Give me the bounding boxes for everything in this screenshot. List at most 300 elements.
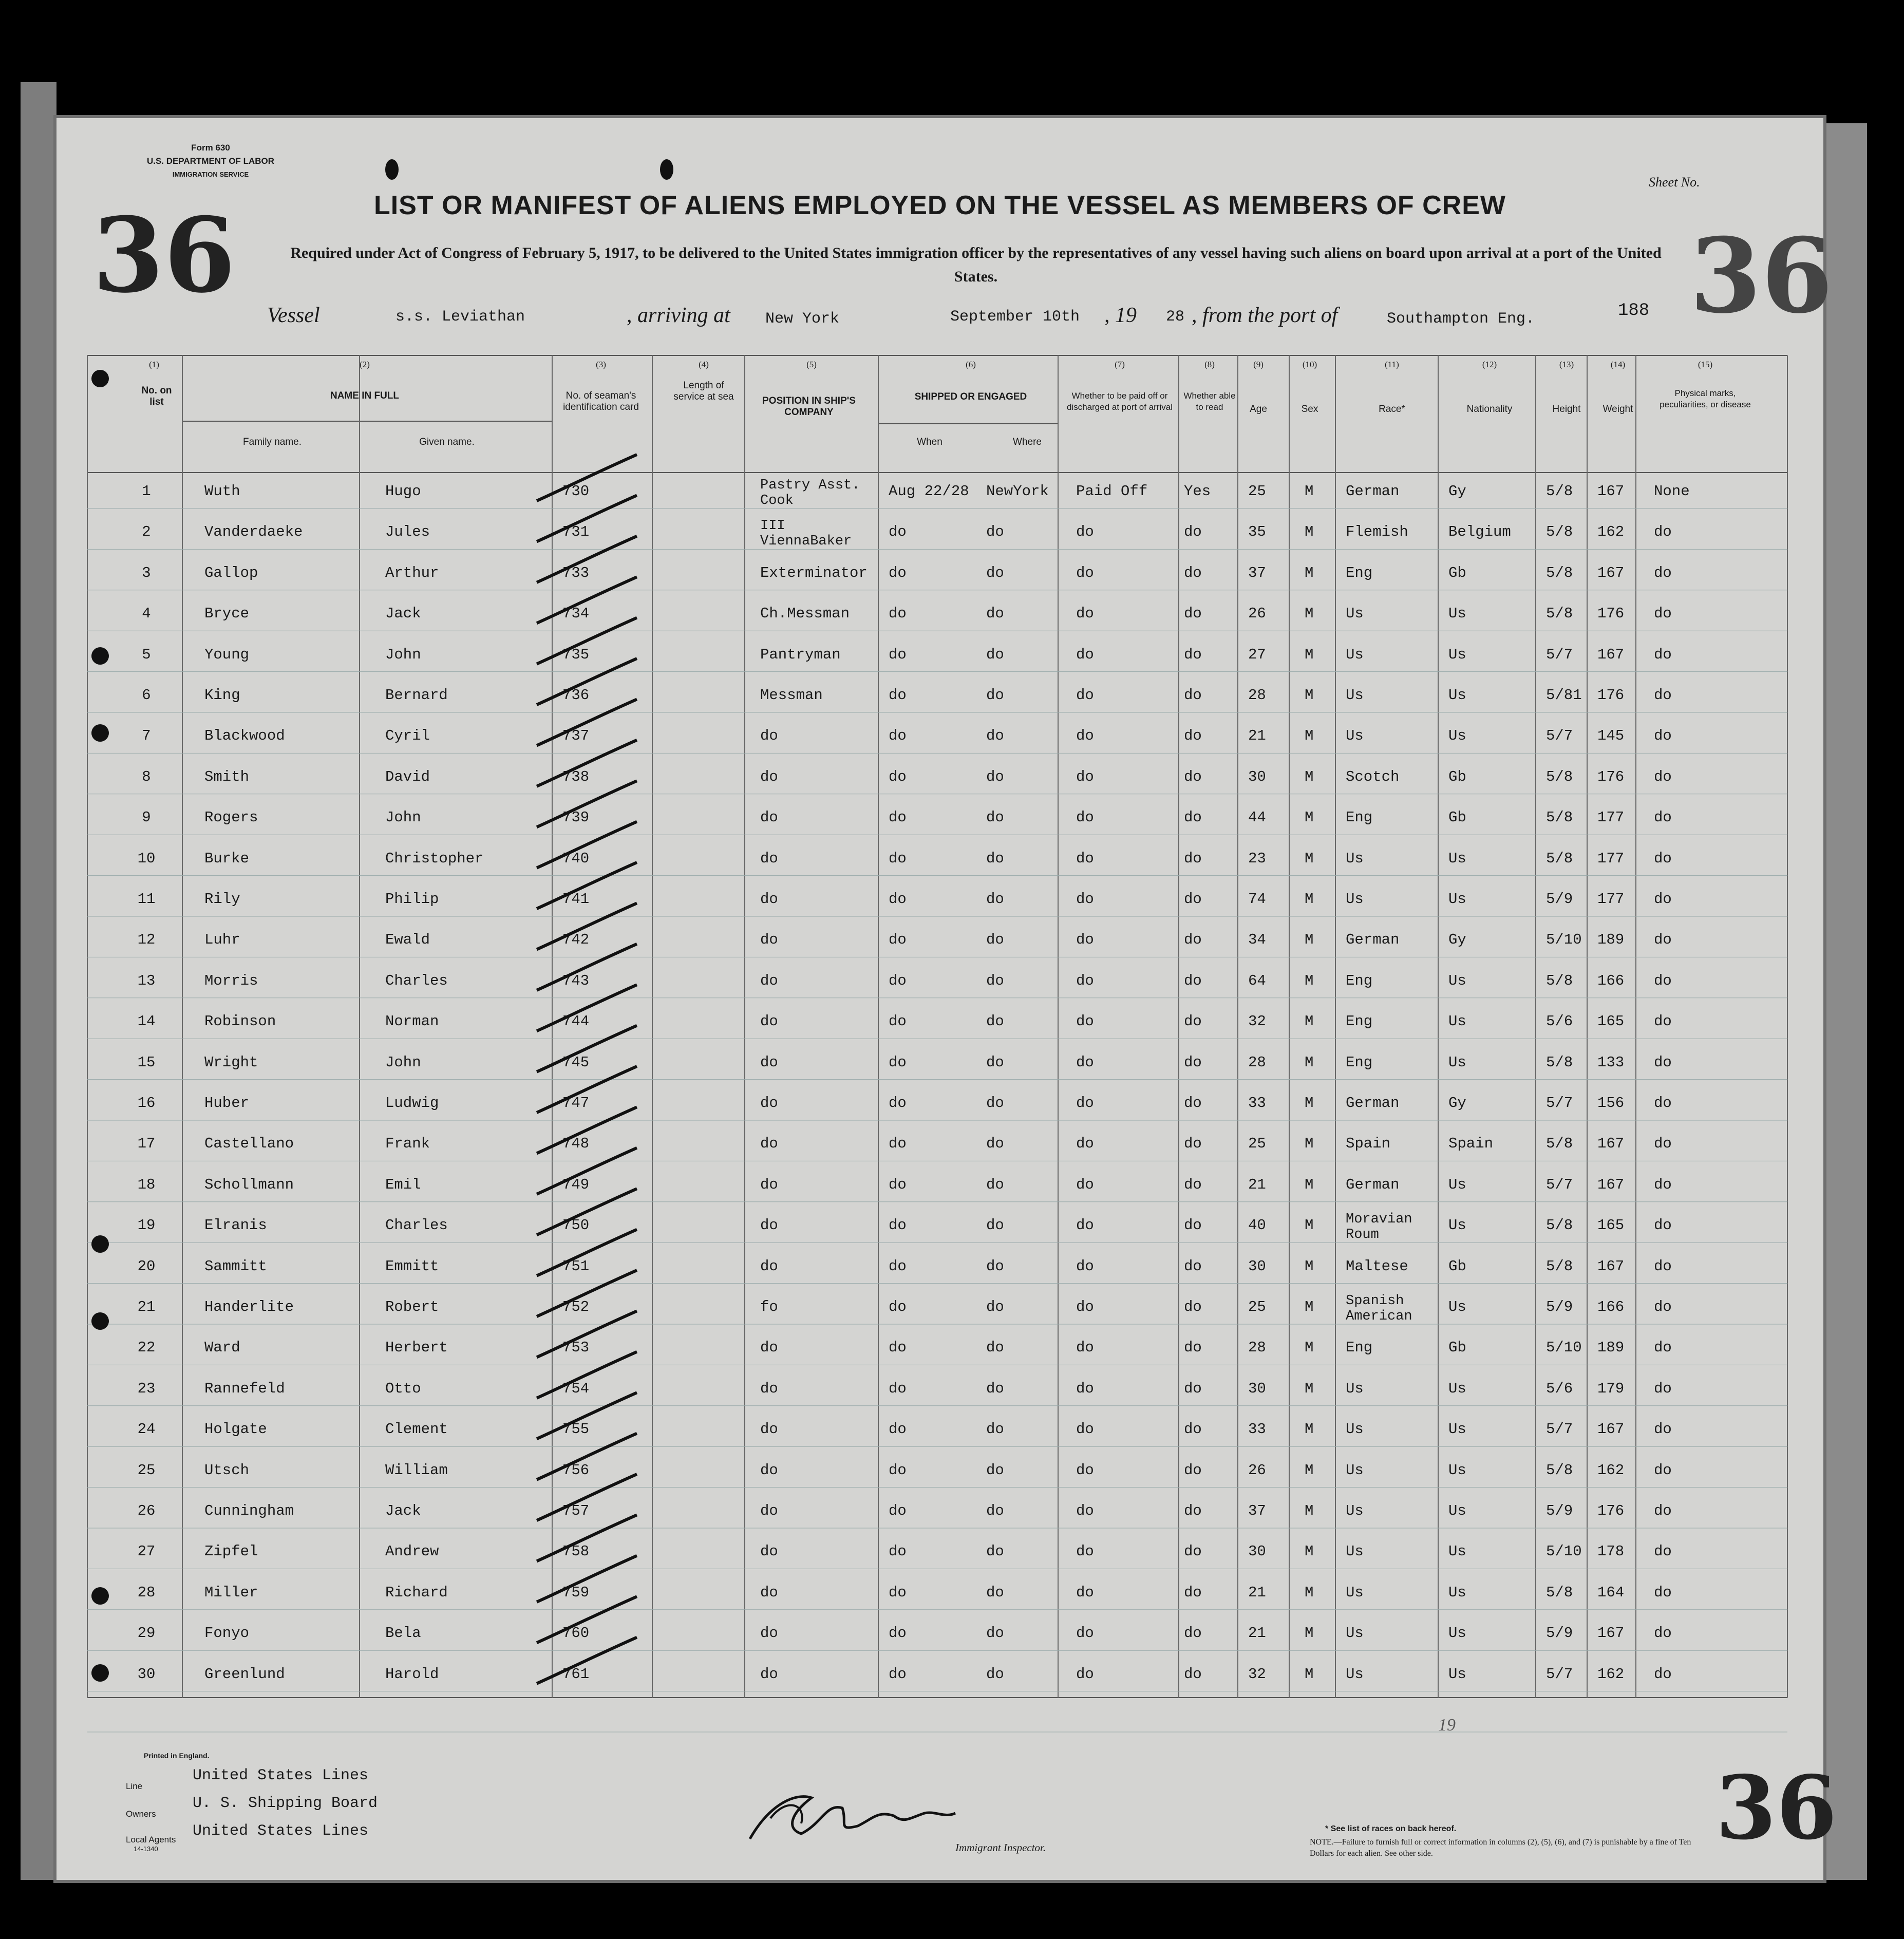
cell-family: Gallop — [204, 564, 258, 581]
cell-no: 18 — [137, 1176, 156, 1193]
cell-given: Charles — [385, 972, 448, 989]
cell-weight: 189 — [1597, 931, 1625, 949]
cell-family: Vanderdaeke — [204, 523, 303, 541]
cell-position: fo — [760, 1298, 778, 1315]
cell-race: Eng — [1346, 809, 1373, 826]
cell-position: do — [760, 1461, 778, 1479]
punch-hole — [91, 1587, 109, 1605]
stamp-number-bottom: 36 — [1716, 1757, 1837, 1859]
cell-sex: M — [1305, 1380, 1314, 1397]
cell-weight: 167 — [1597, 1625, 1625, 1642]
cell-family: Elranis — [204, 1217, 267, 1234]
family-name-header: Family name. — [242, 437, 302, 447]
cell-race: Us — [1346, 1584, 1364, 1601]
cell-read: do — [1184, 564, 1202, 581]
cell-where: do — [986, 1461, 1004, 1479]
cell-age: 21 — [1248, 1584, 1266, 1601]
cell-race: German — [1346, 1176, 1400, 1193]
service-label: IMMIGRATION SERVICE — [172, 171, 249, 178]
cell-card: 734 — [562, 605, 590, 623]
punch-hole — [91, 370, 109, 387]
cell-weight: 133 — [1597, 1053, 1625, 1071]
punch-hole — [91, 1312, 109, 1330]
cell-read: do — [1184, 1053, 1202, 1071]
cell-read: do — [1184, 1217, 1202, 1234]
cell-when: do — [889, 1217, 907, 1234]
stamp-number-left: 36 — [92, 195, 236, 316]
cell-paid: do — [1076, 850, 1094, 867]
cell-position: do — [760, 1135, 778, 1153]
cell-position: do — [760, 727, 778, 745]
cell-nationality: Us — [1448, 972, 1466, 989]
cell-age: 30 — [1248, 1380, 1266, 1397]
cell-family: Schollmann — [204, 1176, 294, 1193]
vessel-label: Vessel — [267, 304, 320, 327]
cell-race: Eng — [1346, 564, 1373, 581]
cell-where: do — [986, 1421, 1004, 1438]
cell-race: Us — [1346, 850, 1364, 867]
cell-read: do — [1184, 646, 1202, 663]
cell-nationality: Us — [1448, 1461, 1466, 1479]
cell-sex: M — [1305, 891, 1314, 908]
local-agents-code: 14-1340 — [134, 1845, 158, 1853]
cell-marks: do — [1654, 1176, 1672, 1193]
punch-hole — [91, 1235, 109, 1253]
cell-paid: do — [1076, 1217, 1094, 1234]
col12-header: Nationality — [1466, 404, 1513, 415]
cell-age: 26 — [1248, 1461, 1266, 1479]
cell-family: Fonyo — [204, 1625, 250, 1642]
cell-family: Huber — [204, 1095, 250, 1112]
cell-card: 742 — [562, 931, 590, 949]
cell-age: 28 — [1248, 687, 1266, 704]
cell-age: 30 — [1248, 1543, 1266, 1560]
cell-where: do — [986, 1053, 1004, 1071]
cell-no: 19 — [137, 1217, 156, 1234]
cell-card: 750 — [562, 1217, 590, 1234]
cell-nationality: Us — [1448, 727, 1466, 745]
department-label: U.S. DEPARTMENT OF LABOR — [146, 156, 275, 166]
cell-age: 37 — [1248, 1502, 1266, 1519]
cell-nationality: Us — [1448, 1298, 1466, 1315]
cell-height: 5/9 — [1546, 1502, 1573, 1519]
cell-card: 760 — [562, 1625, 590, 1642]
cell-card: 741 — [562, 891, 590, 908]
cell-height: 5/7 — [1546, 1421, 1573, 1438]
cell-no: 15 — [137, 1053, 156, 1071]
cell-family: Robinson — [204, 1013, 276, 1030]
cell-sex: M — [1305, 1543, 1314, 1560]
cell-nationality: Gb — [1448, 768, 1466, 785]
inspector-signature — [740, 1782, 966, 1849]
cell-read: do — [1184, 768, 1202, 785]
cell-card: 749 — [562, 1176, 590, 1193]
cell-marks: do — [1654, 1095, 1672, 1112]
cell-nationality: Spain — [1448, 1135, 1494, 1153]
cell-position: do — [760, 850, 778, 867]
cell-sex: M — [1305, 1217, 1314, 1234]
cell-age: 32 — [1248, 1665, 1266, 1683]
cell-height: 5/6 — [1546, 1380, 1573, 1397]
cell-no: 22 — [137, 1339, 156, 1357]
cell-where: do — [986, 1135, 1004, 1153]
cell-race: Us — [1346, 727, 1364, 745]
cell-weight: 166 — [1597, 1298, 1625, 1315]
cell-card: 755 — [562, 1421, 590, 1438]
cell-age: 37 — [1248, 564, 1266, 581]
cell-card: 752 — [562, 1298, 590, 1315]
cell-read: do — [1184, 605, 1202, 623]
cell-weight: 176 — [1597, 1502, 1625, 1519]
cell-where: do — [986, 1013, 1004, 1030]
cell-where: do — [986, 1625, 1004, 1642]
cell-race: Us — [1346, 891, 1364, 908]
cell-given: Andrew — [385, 1543, 439, 1560]
cell-age: 21 — [1248, 1176, 1266, 1193]
cell-age: 30 — [1248, 1257, 1266, 1275]
cell-where: do — [986, 1380, 1004, 1397]
cell-read: do — [1184, 687, 1202, 704]
cell-paid: do — [1076, 1013, 1094, 1030]
cell-position: do — [760, 1543, 778, 1560]
cell-card: 737 — [562, 727, 590, 745]
cell-sex: M — [1305, 1665, 1314, 1683]
cell-given: Emil — [385, 1176, 421, 1193]
cell-family: Greenlund — [204, 1665, 285, 1683]
cell-when: do — [889, 1543, 907, 1560]
cell-card: 761 — [562, 1665, 590, 1683]
given-name-header: Given name. — [419, 437, 475, 447]
cell-given: John — [385, 646, 421, 663]
cell-when: do — [889, 809, 907, 826]
cell-paid: do — [1076, 972, 1094, 989]
cell-marks: do — [1654, 1298, 1672, 1315]
cell-race: Spain — [1346, 1135, 1391, 1153]
cell-where: do — [986, 605, 1004, 623]
cell-paid: do — [1076, 891, 1094, 908]
cell-nationality: Gb — [1448, 1257, 1466, 1275]
cell-weight: 145 — [1597, 727, 1625, 745]
col8-number: (8) — [1204, 360, 1215, 369]
cell-no: 24 — [137, 1421, 156, 1438]
cell-read: do — [1184, 1339, 1202, 1357]
cell-given: Frank — [385, 1135, 430, 1153]
cell-race: Us — [1346, 1502, 1364, 1519]
arrival-port: New York — [765, 310, 840, 328]
cell-card: 751 — [562, 1257, 590, 1275]
cell-sex: M — [1305, 1421, 1314, 1438]
cell-when: Aug 22/28 — [889, 483, 969, 500]
cell-given: Clement — [385, 1421, 448, 1438]
cell-no: 9 — [142, 809, 151, 826]
cell-card: 754 — [562, 1380, 590, 1397]
cell-paid: do — [1076, 1298, 1094, 1315]
cell-position: do — [760, 891, 778, 908]
cell-age: 34 — [1248, 931, 1266, 949]
form-number: Form 630 — [191, 143, 230, 153]
from-port: Southampton Eng. — [1387, 310, 1535, 328]
cell-where: NewYork — [986, 483, 1049, 500]
cell-marks: do — [1654, 1584, 1672, 1601]
cell-paid: do — [1076, 1502, 1094, 1519]
line-value: United States Lines — [193, 1767, 369, 1784]
cell-nationality: Us — [1448, 1502, 1466, 1519]
cell-where: do — [986, 1543, 1004, 1560]
left-scan-edge — [21, 82, 56, 1880]
cell-paid: do — [1076, 1095, 1094, 1112]
col8-header: Whether able to read — [1183, 391, 1236, 412]
page-subtitle: Required under Act of Congress of February 5, 1917, to be delivered to the United States immigration officer by the representatives of any vessel having such aliens on board upon arrival at a port of the United States. — [290, 244, 1662, 285]
cell-race: German — [1346, 931, 1400, 949]
cell-weight: 166 — [1597, 972, 1625, 989]
col11-number: (11) — [1385, 360, 1399, 369]
cell-read: do — [1184, 1176, 1202, 1193]
cell-height: 5/10 — [1546, 1543, 1582, 1560]
cell-weight: 162 — [1597, 1461, 1625, 1479]
manifest-sheet — [56, 118, 1837, 1880]
col7-number: (7) — [1115, 360, 1125, 369]
cell-weight: 177 — [1597, 850, 1625, 867]
cell-paid: do — [1076, 931, 1094, 949]
cell-where: do — [986, 1257, 1004, 1275]
cell-nationality: Us — [1448, 1665, 1466, 1683]
cell-age: 25 — [1248, 483, 1266, 500]
cell-when: do — [889, 1013, 907, 1030]
cell-nationality: Gb — [1448, 1339, 1466, 1357]
cell-family: Rogers — [204, 809, 258, 826]
cell-given: Robert — [385, 1298, 439, 1315]
cell-no: 12 — [137, 931, 156, 949]
cell-family: Wuth — [204, 483, 240, 500]
cell-read: do — [1184, 1380, 1202, 1397]
cell-given: Harold — [385, 1665, 439, 1683]
cell-when: do — [889, 1421, 907, 1438]
cell-height: 5/8 — [1546, 1257, 1573, 1275]
cell-weight: 167 — [1597, 1135, 1625, 1153]
cell-family: Wright — [204, 1053, 258, 1071]
cell-read: do — [1184, 1461, 1202, 1479]
cell-paid: do — [1076, 1421, 1094, 1438]
cell-when: do — [889, 931, 907, 949]
cell-given: John — [385, 1053, 421, 1071]
cell-when: do — [889, 1380, 907, 1397]
right-scan-edge — [1826, 123, 1867, 1880]
owners-value: U. S. Shipping Board — [193, 1795, 378, 1812]
cell-family: Luhr — [204, 931, 240, 949]
col4-header: Length of service at sea — [673, 380, 734, 402]
table-grid — [56, 118, 1823, 1880]
cell-race: Maltese — [1346, 1257, 1408, 1275]
cell-card: 739 — [562, 809, 590, 826]
cell-card: 758 — [562, 1543, 590, 1560]
cell-read: do — [1184, 1135, 1202, 1153]
cell-position: do — [760, 1013, 778, 1030]
cell-no: 1 — [142, 483, 151, 500]
cell-race: German — [1346, 1095, 1400, 1112]
cell-when: do — [889, 1339, 907, 1357]
col15-number: (15) — [1698, 360, 1713, 369]
cell-marks: None — [1654, 483, 1690, 500]
cell-when: do — [889, 1095, 907, 1112]
cell-read: do — [1184, 891, 1202, 908]
cell-age: 25 — [1248, 1298, 1266, 1315]
cell-given: Herbert — [385, 1339, 448, 1357]
cell-nationality: Gy — [1448, 483, 1466, 500]
cell-height: 5/8 — [1546, 1217, 1573, 1234]
cell-when: do — [889, 646, 907, 663]
cell-no: 30 — [137, 1665, 156, 1683]
cell-given: Jack — [385, 605, 421, 623]
cell-no: 25 — [137, 1461, 156, 1479]
cell-race: Eng — [1346, 1013, 1373, 1030]
vessel-name: s.s. Leviathan — [395, 308, 525, 326]
cell-read: do — [1184, 1013, 1202, 1030]
cell-marks: do — [1654, 768, 1672, 785]
cell-read: do — [1184, 1502, 1202, 1519]
cell-age: 40 — [1248, 1217, 1266, 1234]
cell-sex: M — [1305, 1053, 1314, 1071]
col11-header: Race* — [1379, 404, 1405, 415]
cell-age: 33 — [1248, 1095, 1266, 1112]
cell-age: 26 — [1248, 605, 1266, 623]
cell-marks: do — [1654, 1625, 1672, 1642]
cell-card: 759 — [562, 1584, 590, 1601]
cell-card: 743 — [562, 972, 590, 989]
cell-when: do — [889, 850, 907, 867]
cell-when: do — [889, 523, 907, 541]
cell-sex: M — [1305, 727, 1314, 745]
cell-height: 5/9 — [1546, 1625, 1573, 1642]
cell-marks: do — [1654, 972, 1672, 989]
cell-read: do — [1184, 1421, 1202, 1438]
cell-paid: do — [1076, 1053, 1094, 1071]
cell-weight: 167 — [1597, 1257, 1625, 1275]
cell-family: Sammitt — [204, 1257, 267, 1275]
cell-read: do — [1184, 1298, 1202, 1315]
cell-given: Emmitt — [385, 1257, 439, 1275]
cell-no: 7 — [142, 727, 151, 745]
cell-race: Us — [1346, 1421, 1364, 1438]
cell-race: Flemish — [1346, 523, 1408, 541]
cell-where: do — [986, 564, 1004, 581]
cell-nationality: Us — [1448, 1380, 1466, 1397]
cell-paid: do — [1076, 523, 1094, 541]
cell-marks: do — [1654, 564, 1672, 581]
cell-marks: do — [1654, 1380, 1672, 1397]
cell-when: do — [889, 1502, 907, 1519]
cell-weight: 176 — [1597, 687, 1625, 704]
cell-sex: M — [1305, 1461, 1314, 1479]
cell-where: do — [986, 768, 1004, 785]
cell-family: Ward — [204, 1339, 240, 1357]
cell-no: 26 — [137, 1502, 156, 1519]
cell-sex: M — [1305, 809, 1314, 826]
col1-header: No. on list — [141, 385, 172, 407]
cell-given: Jack — [385, 1502, 421, 1519]
cell-sex: M — [1305, 1135, 1314, 1153]
cell-age: 30 — [1248, 768, 1266, 785]
col3-number: (3) — [596, 360, 606, 369]
cell-position: do — [760, 768, 778, 785]
cell-height: 5/8 — [1546, 605, 1573, 623]
arrival-year: 28 — [1166, 308, 1185, 326]
cell-when: do — [889, 1665, 907, 1683]
cell-no: 10 — [137, 850, 156, 867]
cell-paid: do — [1076, 727, 1094, 745]
cell-height: 5/7 — [1546, 1665, 1573, 1683]
cell-marks: do — [1654, 1257, 1672, 1275]
cell-paid: do — [1076, 1625, 1094, 1642]
cell-nationality: Gb — [1448, 809, 1466, 826]
cell-where: do — [986, 1217, 1004, 1234]
cell-race: Us — [1346, 687, 1364, 704]
cell-nationality: Us — [1448, 1543, 1466, 1560]
cell-age: 27 — [1248, 646, 1266, 663]
cell-when: do — [889, 1584, 907, 1601]
cell-given: Ewald — [385, 931, 430, 949]
cell-where: do — [986, 1095, 1004, 1112]
cell-paid: do — [1076, 605, 1094, 623]
cell-where: do — [986, 727, 1004, 745]
cell-paid: do — [1076, 1339, 1094, 1357]
cell-read: do — [1184, 931, 1202, 949]
where-header: Where — [1013, 437, 1042, 447]
cell-where: do — [986, 972, 1004, 989]
cell-paid: do — [1076, 687, 1094, 704]
cell-paid: Paid Off — [1076, 483, 1148, 500]
cell-weight: 162 — [1597, 523, 1625, 541]
cell-age: 33 — [1248, 1421, 1266, 1438]
cell-marks: do — [1654, 891, 1672, 908]
cell-race: Us — [1346, 1380, 1364, 1397]
cell-height: 5/8 — [1546, 564, 1573, 581]
cell-weight: 165 — [1597, 1217, 1625, 1234]
cell-race: Us — [1346, 1625, 1364, 1642]
cell-nationality: Us — [1448, 1176, 1466, 1193]
cell-read: do — [1184, 1584, 1202, 1601]
cell-sex: M — [1305, 972, 1314, 989]
cell-sex: M — [1305, 1257, 1314, 1275]
cell-sex: M — [1305, 605, 1314, 623]
cell-nationality: Us — [1448, 850, 1466, 867]
cell-weight: 162 — [1597, 1665, 1625, 1683]
cell-nationality: Us — [1448, 1584, 1466, 1601]
cell-given: Arthur — [385, 564, 439, 581]
cell-card: 738 — [562, 768, 590, 785]
cell-age: 28 — [1248, 1339, 1266, 1357]
cell-paid: do — [1076, 1176, 1094, 1193]
cell-weight: 189 — [1597, 1339, 1625, 1357]
col2-header: NAME IN FULL — [330, 390, 400, 401]
cell-marks: do — [1654, 1421, 1672, 1438]
cell-no: 23 — [137, 1380, 156, 1397]
cell-sex: M — [1305, 1625, 1314, 1642]
cell-when: do — [889, 1625, 907, 1642]
cell-age: 74 — [1248, 891, 1266, 908]
cell-card: 748 — [562, 1135, 590, 1153]
cell-given: Christopher — [385, 850, 484, 867]
cell-height: 5/7 — [1546, 646, 1573, 663]
cell-height: 5/6 — [1546, 1013, 1573, 1030]
cell-paid: do — [1076, 1543, 1094, 1560]
cell-card: 756 — [562, 1461, 590, 1479]
cell-age: 35 — [1248, 523, 1266, 541]
col14-header: Weight — [1603, 404, 1633, 415]
col6-number: (6) — [966, 360, 976, 369]
cell-position: do — [760, 1584, 778, 1601]
cell-when: do — [889, 727, 907, 745]
cell-height: 5/8 — [1546, 809, 1573, 826]
